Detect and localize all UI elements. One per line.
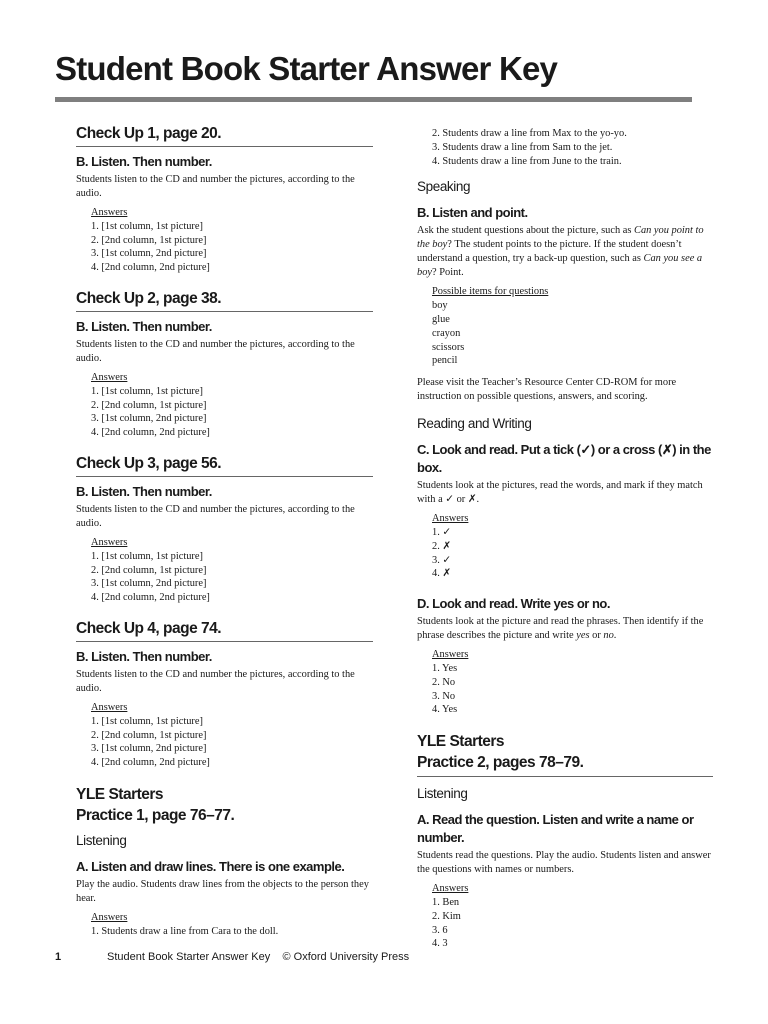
answers-list: [417, 512, 713, 581]
title-rule: [55, 97, 692, 102]
answers-continued: [417, 127, 713, 168]
answers-list: [417, 648, 713, 717]
instructions: Students listen to the CD and number the pictures, according to the audio.: [76, 338, 355, 364]
answer-item: 1. [1st column, 1st picture]: [91, 550, 203, 562]
answer-item: 1. [1st column, 1st picture]: [91, 385, 203, 397]
exercise-heading: B. Listen. Then number.: [76, 648, 212, 664]
answer-item: 3. [1st column, 2nd picture]: [91, 743, 207, 755]
check-up-heading: Check Up 4, page 74.: [76, 619, 373, 642]
list-item: pencil: [432, 355, 458, 367]
section-heading-listening: Listening: [76, 832, 127, 848]
answers-list: [76, 911, 373, 939]
instructions: Students listen to the CD and number the pictures, according to the audio.: [76, 668, 355, 694]
section-heading-speaking: Speaking: [417, 179, 471, 195]
answers-label: Answers: [91, 207, 128, 218]
answer-item: 2. No: [432, 676, 456, 688]
instructions: Students listen to the CD and number the pictures, according to the audio.: [76, 174, 355, 199]
exercise-heading: C. Look and read. Put a tick (✓) or a cross (✗) in the box.: [417, 442, 711, 476]
text-run: or: [589, 630, 604, 642]
answer-item: 1. ✓: [432, 526, 452, 538]
answers-label: Answers: [91, 701, 128, 713]
answer-item: 3. No: [432, 690, 456, 702]
instructions: Play the audio. Students draw lines from the objects to the person they hear.: [76, 878, 369, 904]
answer-item: 3. Students draw a line from Sam to the jet.: [432, 141, 613, 153]
exercise-heading: D. Look and read. Write yes or no.: [417, 596, 610, 612]
answer-item: 1. Ben: [432, 896, 460, 908]
answers-label: Answers: [432, 883, 469, 895]
section-heading-listening: Listening: [417, 786, 468, 802]
answer-item: 2. [2nd column, 1st picture]: [91, 234, 207, 246]
yle-practice-2-section: [417, 731, 713, 951]
answer-item: 2. [2nd column, 1st picture]: [91, 729, 207, 741]
instructions: [417, 615, 713, 643]
answer-item: 1. Students draw a line from Cara to the doll.: [91, 925, 279, 937]
answers-list: [76, 536, 373, 605]
list-item: scissors: [432, 341, 465, 353]
text-run: Ask the student questions about the picture, such as: [417, 225, 635, 237]
answer-item: 4. ✗: [432, 568, 452, 580]
answers-label: Answers: [91, 536, 128, 548]
page-number: 1: [55, 951, 62, 963]
italic-example: Can you point to the boy: [417, 225, 704, 251]
answer-item: 3. [1st column, 2nd picture]: [91, 413, 207, 425]
list-item: boy: [432, 300, 448, 312]
answer-item: 4. [2nd column, 2nd picture]: [91, 427, 210, 439]
answer-item: 4. Yes: [432, 704, 458, 716]
answers-label: Answers: [432, 649, 469, 661]
exercise-heading: A. Read the question. Listen and write a name or number.: [417, 812, 694, 846]
speaking-section: [417, 178, 713, 404]
exercise-heading: B. Listen and point.: [417, 205, 528, 221]
exercise-heading: B. Listen. Then number.: [76, 483, 212, 499]
answer-item: 1. Yes: [432, 662, 458, 674]
check-up-3-section: [76, 454, 373, 605]
answer-item: 2. [2nd column, 1st picture]: [91, 399, 207, 411]
exercise-heading: B. Listen. Then number.: [76, 154, 212, 169]
instructions: Students listen to the CD and number the pictures, according to the audio.: [76, 503, 355, 529]
answers-list: [76, 701, 373, 770]
answer-item: 3. ✓: [432, 554, 452, 566]
answer-item: 3. [1st column, 2nd picture]: [91, 248, 207, 260]
answer-item: 2. Kim: [432, 910, 461, 922]
answer-item: 3. 6: [432, 924, 448, 936]
page-title: Student Book Starter Answer Key: [55, 50, 558, 87]
text-run: Students look at the picture and read the phrases. Then identify if the phrase describes the picture and write: [417, 616, 704, 642]
question-items-list: [417, 285, 713, 368]
right-column: [417, 127, 713, 965]
answers-list: [76, 371, 373, 440]
answer-item: 1. [1st column, 1st picture]: [91, 715, 203, 727]
answer-item: 4. [2nd column, 2nd picture]: [91, 262, 210, 274]
italic-word: yes: [576, 630, 590, 642]
exercise-heading: B. Listen. Then number.: [76, 318, 212, 334]
answer-item: 1. [1st column, 1st picture]: [91, 220, 203, 232]
yle-practice-heading: Practice 1, page 76–77.: [76, 806, 235, 824]
answer-item: 4. [2nd column, 2nd picture]: [91, 757, 210, 769]
italic-word: no: [603, 630, 614, 642]
check-up-1-section: [76, 124, 373, 275]
section-heading-reading-writing: Reading and Writing: [417, 416, 532, 432]
check-up-heading: Check Up 3, page 56.: [76, 454, 373, 477]
yle-practice-1-section: [76, 784, 373, 939]
answers-list: [417, 882, 713, 951]
answer-item: 2. ✗: [432, 540, 452, 552]
check-up-4-section: [76, 619, 373, 770]
answers-label: Answers: [91, 371, 128, 383]
answer-item: 2. [2nd column, 1st picture]: [91, 564, 207, 576]
resource-note: Please visit the Teacher’s Resource Center CD-ROM for more instruction on possible questions, answers, and scoring.: [417, 377, 677, 403]
text-run: ? Point.: [432, 267, 464, 279]
answer-item: 2. Students draw a line from Max to the yo-yo.: [432, 128, 627, 139]
text-run: ? The student points to the picture. If the student doesn’t understand a question, try a back-up question, such as: [417, 239, 682, 265]
list-item: glue: [432, 313, 450, 325]
answers-label: Answers: [432, 513, 469, 525]
text-run: .: [613, 630, 617, 642]
yle-practice-heading: Practice 2, pages 78–79.: [417, 752, 713, 777]
answer-item: 4. [2nd column, 2nd picture]: [91, 592, 210, 604]
left-column: [76, 124, 373, 953]
items-label: Possible items for questions: [432, 286, 549, 298]
exercise-heading: A. Listen and draw lines. There is one example.: [76, 858, 345, 874]
reading-writing-section: [417, 415, 713, 717]
answer-item: 4. Students draw a line from June to the train.: [432, 155, 622, 167]
answer-item: 3. [1st column, 2nd picture]: [91, 578, 207, 590]
instructions: Students read the questions. Play the audio. Students listen and answer the questions with names or numbers.: [417, 850, 711, 876]
list-item: crayon: [432, 327, 461, 339]
answers-label: Answers: [91, 911, 128, 923]
yle-heading: YLE Starters: [417, 733, 505, 751]
check-up-heading: Check Up 1, page 20.: [76, 124, 373, 147]
instructions: [417, 224, 713, 280]
yle-heading: YLE Starters: [76, 785, 164, 803]
footer-text: Student Book Starter Answer Key © Oxford University Press: [107, 951, 410, 963]
italic-example: Can you see a boy: [417, 253, 703, 279]
answers-list: [76, 206, 373, 275]
instructions: Students look at the pictures, read the words, and mark if they match with a ✓ or ✗.: [417, 480, 703, 506]
page-footer: [55, 951, 409, 963]
check-up-heading: Check Up 2, page 38.: [76, 289, 373, 312]
check-up-2-section: [76, 289, 373, 440]
answer-item: 4. 3: [432, 938, 448, 950]
